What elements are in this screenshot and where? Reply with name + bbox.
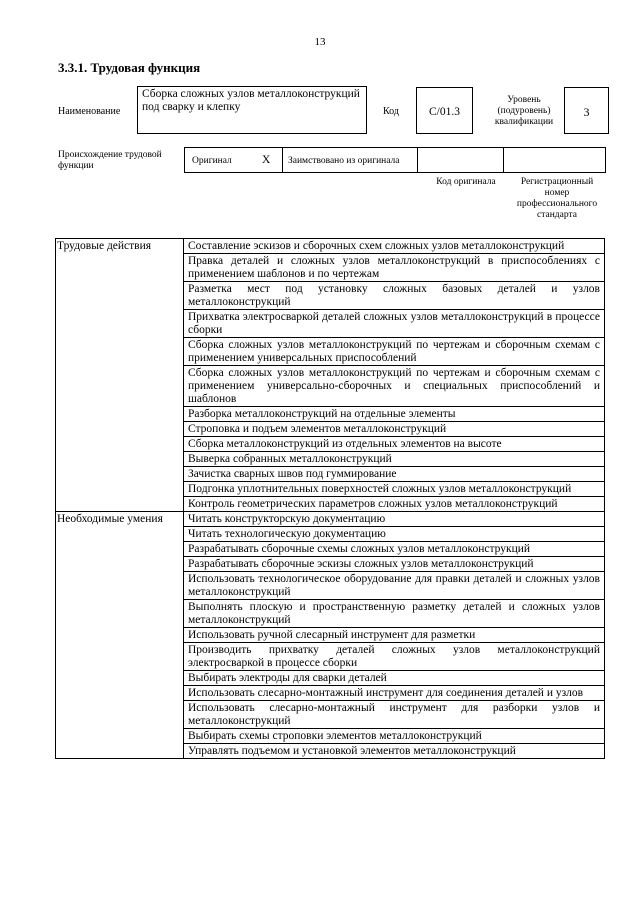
- section-title: 3.3.1. Трудовая функция: [58, 60, 201, 75]
- skill-item: Читать технологическую документацию: [184, 527, 605, 542]
- level-label: Уровень (подуровень) квалификации: [494, 95, 554, 127]
- skill-item: Разрабатывать сборочные эскизы сложных узлов металлоконструкций: [184, 557, 605, 572]
- name-value: Сборка сложных узлов металлоконструкций под сварку и клепку: [137, 86, 367, 134]
- origin-divider: [503, 147, 504, 173]
- skill-item: Управлять подъемом и установкой элементов металлоконструкций: [184, 744, 605, 759]
- page-number: 13: [314, 36, 326, 48]
- skill-item: Выбирать схемы строповки элементов металлоконструкций: [184, 729, 605, 744]
- labor-action-item: Правка деталей и сложных узлов металлоконструкций в приспособлениях с применением шаблонов и по чертежам: [184, 254, 605, 282]
- skill-item: Использовать слесарно-монтажный инструмент для соединения деталей и узлов: [184, 686, 605, 701]
- labor-action-item: Выверка собранных металлоконструкций: [184, 452, 605, 467]
- skill-item: Использовать технологическое оборудование для правки деталей и сложных узлов металлоконструкций: [184, 572, 605, 600]
- origin-reg-caption: Регистрационный номер профессионального стандарта: [516, 177, 598, 220]
- labor-action-item: Сборка сложных узлов металлоконструкций по чертежам и сборочным схемам с применением универсальных приспособлений: [184, 338, 605, 366]
- origin-mark: X: [262, 154, 271, 166]
- skill-item: Использовать ручной слесарный инструмент для разметки: [184, 628, 605, 643]
- labor-action-item: Контроль геометрических параметров сложных узлов металлоконструкций: [184, 497, 605, 512]
- origin-label: Происхождение трудовой функции: [58, 150, 162, 171]
- table-row: [56, 239, 605, 254]
- labor-action-item: Составление эскизов и сборочных схем сложных узлов металлоконструкций: [184, 239, 605, 254]
- origin-divider: [282, 147, 283, 173]
- origin-code-caption: Код оригинала: [436, 177, 496, 187]
- level-value: 3: [564, 87, 609, 134]
- skill-item: Разрабатывать сборочные схемы сложных узлов металлоконструкций: [184, 542, 605, 557]
- labor-action-item: Сборка металлоконструкций из отдельных элементов на высоте: [184, 437, 605, 452]
- skill-item: Выполнять плоскую и пространственную разметку деталей и сложных узлов металлоконструкций: [184, 600, 605, 628]
- origin-original: Оригинал: [192, 156, 232, 166]
- skill-item: Использовать слесарно-монтажный инструмент для разборки узлов и металлоконструкций: [184, 701, 605, 729]
- labor-action-item: Сборка сложных узлов металлоконструкций по чертежам и сборочным схемам с применением универсально-сборочных и специальных приспособлений и шаблонов: [184, 366, 605, 407]
- labor-action-item: Зачистка сварных швов под гуммирование: [184, 467, 605, 482]
- skill-item: Производить прихватку деталей сложных узлов металлоконструкций электросваркой в процессе сборки: [184, 643, 605, 671]
- table-row: [56, 512, 605, 527]
- name-label: Наименование: [58, 106, 121, 117]
- skill-item: Читать конструкторскую документацию: [184, 512, 605, 527]
- code-label: Код: [383, 106, 399, 117]
- labor-action-item: Строповка и подъем элементов металлоконструкций: [184, 422, 605, 437]
- skill-item: Выбирать электроды для сварки деталей: [184, 671, 605, 686]
- function-table: [55, 238, 605, 759]
- labor-action-item: Разборка металлоконструкций на отдельные элементы: [184, 407, 605, 422]
- skills-label: Необходимые умения: [56, 512, 184, 759]
- origin-divider: [417, 147, 418, 173]
- labor-action-item: Разметка мест под установку сложных базовых деталей и узлов металлоконструкций: [184, 282, 605, 310]
- origin-borrowed: Заимствовано из оригинала: [288, 156, 400, 166]
- labor-action-item: Прихватка электросваркой деталей сложных узлов металлоконструкций в процессе сборки: [184, 310, 605, 338]
- code-value: C/01.3: [416, 87, 473, 134]
- labor-actions-label: Трудовые действия: [56, 239, 184, 512]
- labor-action-item: Подгонка уплотнительных поверхностей сложных узлов металлоконструкций: [184, 482, 605, 497]
